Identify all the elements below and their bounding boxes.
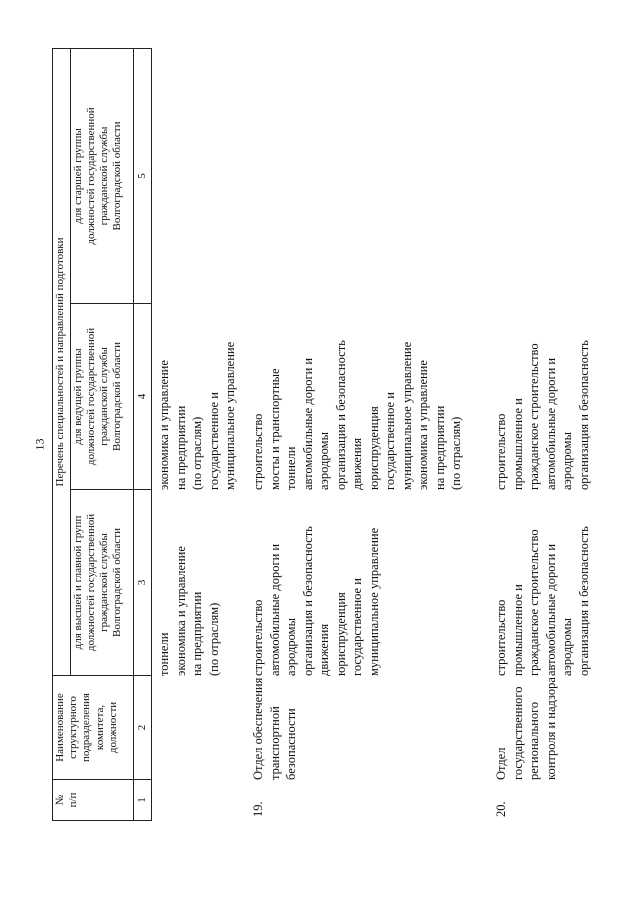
text-line: должностей государственной	[84, 107, 97, 245]
text-line: строительство	[494, 599, 508, 676]
text-line: государственное и	[206, 392, 221, 490]
text-line: экономика и управление	[416, 360, 430, 490]
text-line: строительство	[251, 599, 265, 676]
text-line: структурного	[67, 696, 80, 759]
header-col-name	[53, 676, 134, 780]
text-line: гражданской службы	[98, 126, 111, 226]
text-line: государственное и	[350, 578, 364, 676]
text-line: Наименование	[54, 693, 66, 762]
text-line: безопасности	[284, 708, 298, 780]
col-number-4: 4	[134, 304, 152, 490]
continuation-col3	[156, 546, 222, 676]
page-number: 13	[32, 438, 47, 451]
text-line: должностей государственной	[84, 513, 97, 652]
text-line: государственное и	[383, 392, 397, 490]
text-line: гражданской службы	[98, 533, 111, 632]
text-line: Отдел	[494, 747, 508, 780]
text-line: комитета,	[93, 704, 106, 751]
text-line: для старшей группы	[71, 128, 84, 224]
text-line: тоннели	[284, 446, 298, 490]
row-20-col4	[493, 340, 592, 490]
text-line: (по отраслям)	[190, 416, 204, 490]
row-19-name	[250, 678, 300, 780]
text-line: регионального	[527, 701, 541, 780]
text-line: автомобильные дороги и	[300, 357, 315, 490]
text-line: Отдел обеспечения	[251, 677, 265, 780]
text-line: автомобильные дороги и	[543, 357, 558, 490]
header-col-leading	[70, 304, 134, 490]
text-line: Волгоградской области	[111, 528, 124, 637]
text-line: муниципальное управление	[223, 341, 237, 490]
text-line: муниципальное управление	[366, 527, 381, 676]
text-line: организация и безопасность	[300, 526, 315, 676]
col-number-3: 3	[134, 490, 152, 676]
text-line: автомобильные дороги и	[543, 543, 558, 676]
text-line: аэродромы	[284, 618, 298, 676]
row-19-number: 19.	[251, 801, 265, 817]
text-line: гражданской службы	[98, 347, 111, 446]
row-20-name	[493, 677, 559, 780]
text-line: на предприятии	[190, 591, 204, 676]
text-line: аэродромы	[560, 432, 574, 490]
continuation-col4	[156, 342, 239, 490]
text-line: юриспруденция	[366, 406, 381, 490]
text-line: Волгоградской области	[111, 121, 124, 231]
text-line: строительство	[494, 413, 508, 490]
text-line: контроля и надзора	[543, 677, 558, 780]
header-col-older	[70, 48, 134, 303]
text-line: промышленное и	[510, 584, 525, 676]
text-line: организация и безопасность	[576, 526, 591, 676]
text-line: гражданское строительство	[527, 529, 541, 676]
col-number-1: 1	[134, 780, 152, 821]
header-col-senior	[70, 490, 134, 676]
text-line: Волгоградской области	[111, 342, 124, 451]
header-group-title: Перечень специальностей и направлений подготовки	[53, 48, 71, 675]
text-line: гражданское строительство	[527, 343, 541, 490]
text-line: (по отраслям)	[449, 416, 463, 490]
text-line: организация и безопасность	[576, 340, 591, 490]
text-line: тоннели	[157, 632, 171, 676]
row-19-col4	[250, 340, 465, 490]
row-20-number: 20.	[494, 801, 508, 817]
table-header	[52, 48, 152, 821]
text-line: промышленное и	[510, 398, 525, 490]
col-number-2: 2	[134, 676, 152, 780]
text-line: мосты и транспортные	[267, 368, 282, 490]
text-line: экономика и управление	[173, 546, 188, 676]
row-20-col3	[493, 526, 592, 676]
text-line: для высшей и главной групп	[71, 515, 84, 650]
text-line: п/п	[67, 792, 80, 808]
text-line: муниципальное управление	[399, 341, 414, 490]
header-col-number	[53, 780, 134, 821]
text-line: экономика и управление	[157, 360, 171, 490]
text-line: движения	[317, 623, 331, 676]
text-line: подразделения	[80, 693, 93, 762]
text-line: должностей государственной	[84, 327, 97, 466]
text-line: №	[54, 794, 66, 806]
text-line: (по отраслям)	[206, 602, 221, 676]
text-line: юриспруденция	[333, 592, 348, 676]
text-line: автомобильные дороги и	[267, 543, 282, 676]
text-line: на предприятии	[173, 405, 188, 490]
text-line: организация и безопасность	[333, 340, 348, 490]
text-line: должности	[106, 701, 119, 754]
text-line: на предприятии	[432, 405, 447, 490]
text-line: для ведущей группы	[71, 348, 84, 445]
text-line: транспортной	[267, 706, 282, 780]
text-line: аэродромы	[317, 432, 331, 490]
text-line: аэродромы	[560, 618, 574, 676]
col-number-5: 5	[134, 48, 152, 303]
text-line: движения	[350, 437, 364, 490]
text-line: строительство	[251, 413, 265, 490]
row-19-col3	[250, 526, 382, 676]
text-line: государственного	[510, 686, 525, 780]
